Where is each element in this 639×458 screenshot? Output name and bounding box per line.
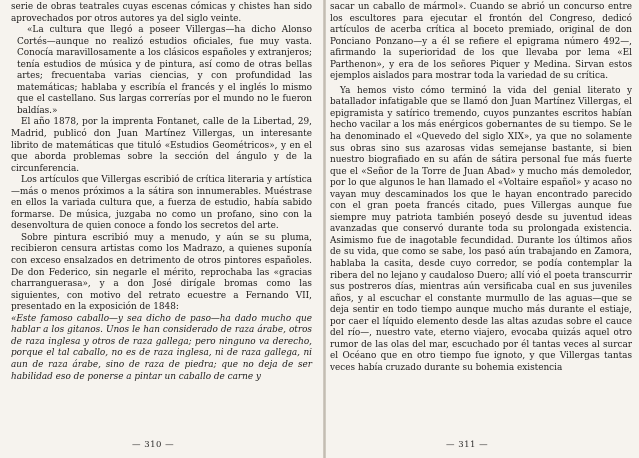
left-page-text — [11, 2, 312, 383]
paragraph: serie de obras teatrales cuyas escenas cómicas y chistes han sido aprovechados por otros autores ya del siglo veinte. — [11, 2, 312, 24]
page-number: — 311 — — [446, 440, 489, 450]
right-page — [326, 0, 639, 458]
page-number: — 310 — — [132, 440, 175, 450]
paragraph: El año 1878, por la imprenta Fontanet, calle de la Libertad, 29, Madrid, publicó don Juan Martínez Villergas, un interesante librito de matemáticas que tituló «Estudios Geométricos», y en el que aborda problemas sobre la sección del ángulo y de la circunferencia. — [11, 117, 312, 174]
paragraph-quote: «La cultura que llegó a poseer Villergas—ha dicho Alonso Cortés—aunque no realizó estudios oficiales, fue muy vasta. Conocía maravillosamente a los clásicos españoles y extranjeros; tenía estudios de música y de pintura, así como de otras bellas artes; frecuentaba varias ciencias, y con profundidad las matemáticas; hablaba y escribía el francés y el inglés lo mismo que el castellano. Sus largas correrías por el mundo no le fueron baldías.» — [17, 25, 312, 116]
right-page-text — [330, 2, 632, 375]
paragraph: Sobre pintura escribió muy a menudo, y aún se su pluma, recibieron censura artistas como los Madrazo, a quienes suponía con exceso ensalzados en detrimento de otros pintores españoles. De don Federico, sin negarle el mérito, reprochaba las «gracias charranguerasa», y a don José dirígale bromas como las siguientes, con motivo del retrato ecuestre a Fernando VII, presentado en la exposición de 1848: — [11, 232, 312, 313]
paragraph: Ya hemos visto cómo terminó la vida del genial literato y batallador infatigable que se llamó don Juan Martínez Villergas, el epigramista y satírico tremendo, cuyos punzantes escritos habían hecho vacilar a los más enérgicos gobernantes de su tiempo. Se le ha denominado el «Quevedo del siglo XIX», ya que no solamente sus obras sino sus azarosas vidas semejanse bastante, si bien nuestro biografiado en su afán de sátira personal fue más fuerte que el «Señor de la Torre de Juan Abad» y mucho más demoledor, por lo que algunos le han llamado el «Voltaire español» y acaso no vayan muy descaminados los que le hayan encontrado parecido con el gran poeta francés citado, pues Villergas aunque fue siempre muy patriota también poseyó desde su juventud ideas avanzadas que conservó durante toda su prolongada existencia. Asimismo fue de inagotable fecundidad. Durante los últimos años de su vida, que como se sabe, los pasó aún trabajando en Zamora, hablaba la casita, desde cuyo corredor, se podía contemplar la ribera del no lejano y caudaloso Duero; allí vió el poeta transcurrir sus postreros días, mientras aún versificaba cual en sus juveniles años, y al escuchar el constante murmullo de las aguas—que se deja sentir en todo tiempo aunque mucho más durante el estiaje, por caer el líquido elemento desde las altas azudas sobre el cauce del río—, nuestro vate, eterno viajero, evocaba quizás aquel otro rumor de las olas del mar, escuchado por él tantas veces al surcar el Océano que en otro tiempo fue ignoto, y que Villergas tantas veces había cruzado durante su bohemia existencia — [330, 85, 632, 373]
paragraph: Los artículos que Villergas escribió de crítica literaria y artística—más o menos próximos a la sátira son innumerables. Muéstrase en ellos la variada cultura que, a fuerza de estudio, había sabido formarse. De música, juzgaba no como un profano, sino con la desenvoltura de quien conoce a fondo los secretos del arte. — [11, 175, 312, 232]
paragraph: sacar un caballo de mármol». Cuando se abrió un concurso entre los escultores para ejecutar el frontón del Congreso, dedicó artículos de acerba crítica al boceto premiado, original de don Ponciano Ponzano—y a él se refiere el epigrama número 492—, afirmando la superioridad de los que llevaba por lema «El Parthenon», y era de los señores Piquer y Medina. Sirvan estos ejemplos aislados para mostrar toda la variedad de su crítica. — [330, 2, 632, 82]
paragraph-italic-quote: «Este famoso caballo—y sea dicho de paso—ha dado mucho que hablar a los gitanos. Unos le han considerado de raza árabe, otros de raza inglesa y otros de raza gallega; pero ninguno va derecho, porque el tal caballo, no es de raza inglesa, ni de raza gallega, ni aun de raza árabe, sino de raza de piedra; que no deja de ser habilidad eso de ponerse a pintar un caballo de carne y — [11, 313, 312, 382]
